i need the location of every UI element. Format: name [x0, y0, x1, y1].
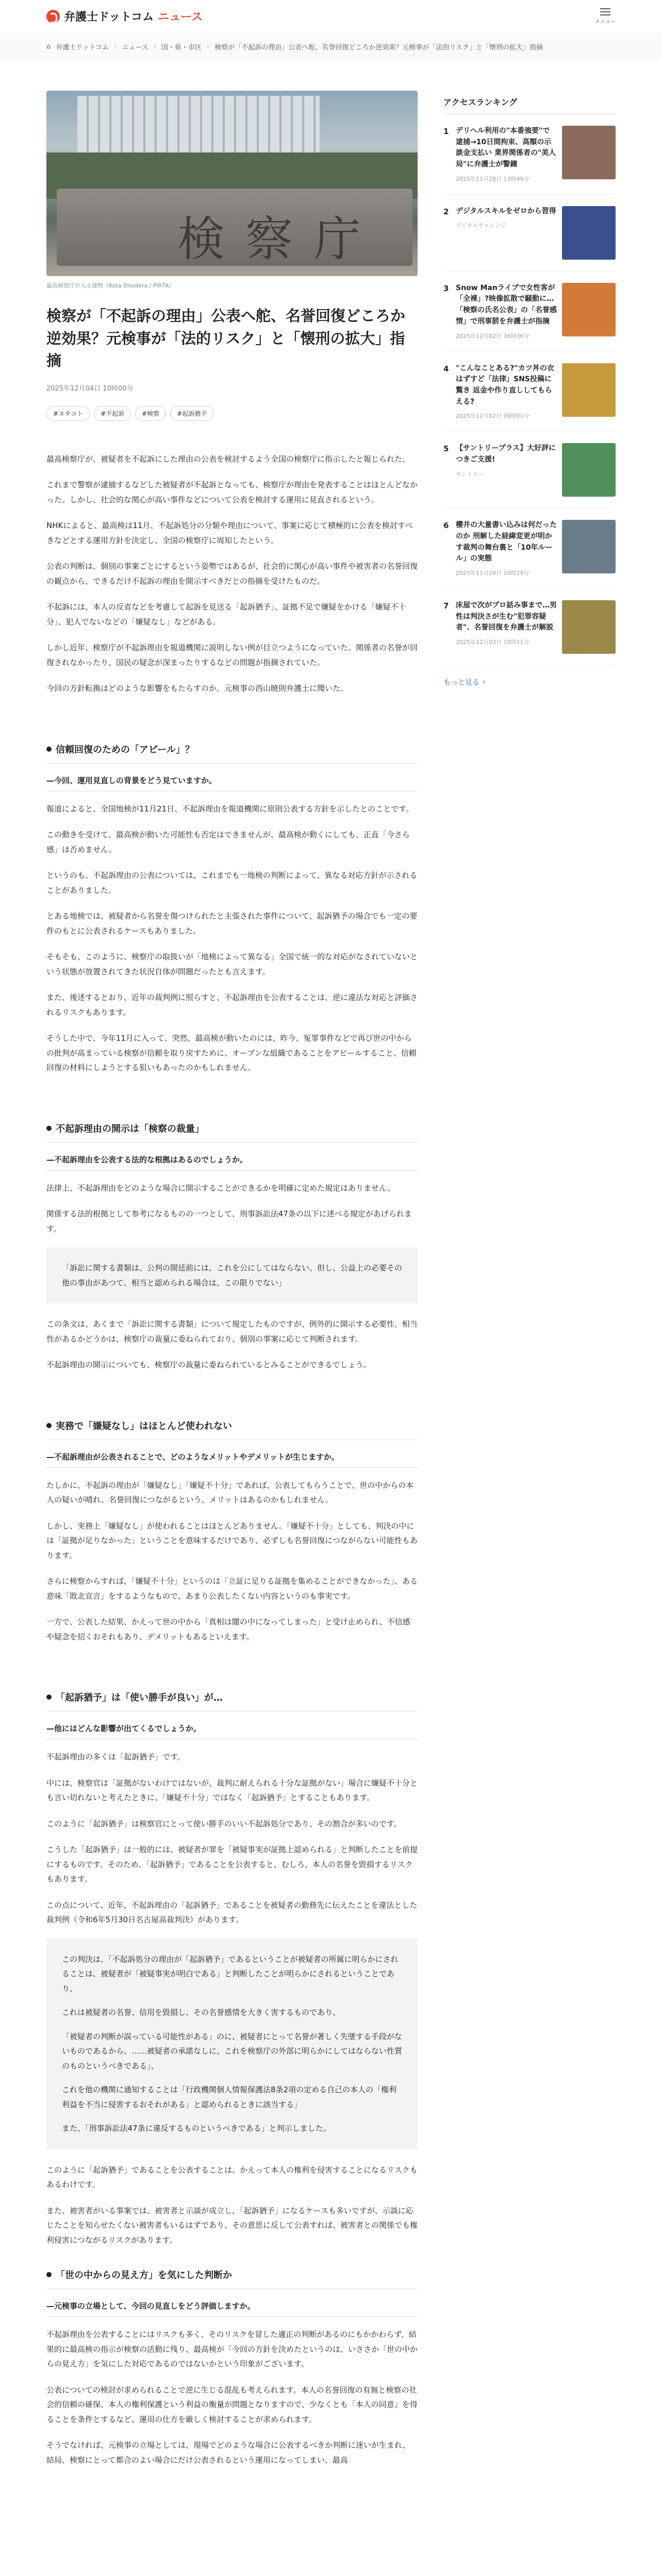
paragraph: このように「起訴猶予」は検察官にとって使い勝手のいい不起訴処分であり、その割合が多いのです。: [46, 1819, 402, 1828]
image-caption: 最高検察庁が入る建物（Kota Onodera / PIXTA）: [46, 282, 175, 289]
rank-number: 2: [443, 207, 449, 216]
ranking-item[interactable]: [443, 352, 616, 432]
ranking-item[interactable]: [443, 509, 616, 589]
paragraph: この点について、近年、不起訴理由の「起訴猶予」であることを被疑者の勤務先に伝えたことを違法とした裁判例（令和6年5月30日名古屋高裁判決）があります。: [46, 1900, 418, 1924]
rank-title: 【サントリープラス】大好評につきご支援!: [456, 444, 556, 464]
paragraph: たしかに、不起訴の理由が「嫌疑なし」「嫌疑不十分」であれば、公表してもらうことで、世の中からの本人の疑いが晴れ、名誉回復につながるという、メリットはあるのかもしれません。: [46, 1480, 414, 1504]
site-logo[interactable]: [46, 8, 203, 24]
rank-title: デリヘル利用の"本番強要"で逮捕→10日間拘束、高額の示談金支払い 業界関係者の"美人局"に弁護士が警鐘: [456, 127, 556, 169]
paragraph: 不起訴理由を公表することにはリスクも多く、そのリスクを冒した適正の判断があるのにもかかわらず、結果的に最高検の指示が検察の活動に残り、最高検が「今回の方針を決めたというのは、いささか「世の中からの見え方」を気にした対応であるのではないかという印象がございます。: [46, 2330, 418, 2368]
interview-question: —他にはどんな影響が出てくるでしょうか。: [46, 1723, 418, 1739]
breadcrumb: ⌂ 弁護士ドットコム › ニュース › 国・県・市区 › 検察が「不起訴の理由」公表へ舵、名誉回復どころか逆効果？元検事が「法的リスク」と「懐刑の拡大」指摘: [0, 33, 662, 60]
breadcrumb-current: 検察が「不起訴の理由」公表へ舵、名誉回復どころか逆効果？元検事が「法的リスク」と「懐刑の拡大」指摘: [214, 43, 543, 52]
sidebar-ranking: [443, 60, 616, 2479]
rank-thumbnail: [562, 600, 616, 654]
paragraph: 今回の方針転換はどのような影響をもたらすのか。元検事の西山暁則弁護士に聞いた。: [46, 684, 349, 693]
paragraph: これまで警察が逮捕するなどした被疑者が不起訴となっても、検察庁が理由を発表することはほとんどなかった。しかし、社会的な関心が高い事件などについて公表を検討する運用に見直されるという。: [46, 480, 418, 504]
paragraph: しかし、実務上「嫌疑なし」が使われることはほとんどありません。「嫌疑不十分」としても、判決の中には「証拠が足りなかった」ということを意味するだけであり、必ずしも名誉回復につながらない可能性もあります。: [46, 1521, 418, 1560]
paragraph: そうでなければ、元検事の立場としては、現場でどのような場合に公表するべきか判断に迷いが生まれ、結局、検察にとって都合のよい場合にだけ公表されるという運用になってしまい、最高: [46, 2441, 410, 2465]
logo-icon: [46, 10, 60, 23]
rank-text: [456, 600, 557, 654]
rank-meta: 2025年11月28日 13時49分: [456, 175, 529, 182]
more-link[interactable]: もっと見る ›: [443, 678, 486, 687]
paragraph: NHKによると、最高検は11月、不起訴処分の分類や理由について、事案に応じて積極的に公表を検討すべきなどとする運用方針を決定し、全国の検察庁に周知したという。: [46, 521, 413, 545]
rank-title: デジタルスキルをゼロから習得: [456, 207, 556, 215]
rank-text: [456, 520, 557, 577]
paragraph: この動きを受けて、最高検が動いた可能性も否定はできませんが、最高検が動くにしても、正直「今さら感」は否めません。: [46, 830, 410, 854]
paragraph: 不起訴理由の開示についても、検察庁の裁量に委ねられているとみることができるでしょう。: [46, 1360, 371, 1369]
paragraph: そうした中で、今年11月に入って、突然、最高検が動いたのには、昨今、冤罪事件などで再び世の中からの批判が高まっている検察が信頼を取り戻すために、オープンな組織であることをアピールすること、信頼回復の材料にしようとする狙いもあったのかもしれません。: [46, 1033, 417, 1072]
paragraph: というのも、不起訴理由の公表については、これまでも一地検の判断によって、異なる対応方針が示されることがありました。: [46, 871, 418, 895]
section-heading: 実務で「嫌疑なし」はほとんど使われない: [46, 1419, 418, 1440]
rank-number: 7: [443, 601, 449, 611]
publish-date: 2025年12月04日 10時00分: [46, 384, 134, 393]
paragraph: 一方で、公表した結果、かえって世の中から「真相は闇の中になってしまった」と受け止められ、不信感や疑念を招くおそれもあり、デメリットもあるといえます。: [46, 1617, 410, 1641]
tag[interactable]: #不起訴: [94, 406, 131, 421]
section-heading: 不起訴理由の開示は「検察の裁量」: [46, 1122, 418, 1143]
rank-text: [456, 443, 557, 497]
article: [46, 60, 418, 2479]
rank-title: 床屋で次がプロ話み事まで…男性は判決さが生む"犯罪容疑者"、名誉回復を弁護士が解説: [456, 601, 557, 632]
paragraph: 中には、検察官は「証拠がないわけではないが、裁判に耐えられる十分な証拠がない」場合に嫌疑不十分とも言い切れないと考えたときに、「嫌疑不十分」ではなく「起訴猶予」とすることもあります。: [46, 1778, 418, 1802]
rank-thumbnail: [562, 126, 616, 179]
rank-title: 櫻井の大量書い込みは何だったのか 刑解した経緯変更が明かす裁判の舞台裏と「10年ルール」の実態: [456, 521, 557, 563]
interview-question: —今回、運用見直しの背景をどう見ていますか。: [46, 775, 418, 791]
rank-text: [456, 206, 557, 260]
paragraph: 報道によると、全国地検が11月21日、不起訴理由を報道機関に原則公表する方針を示したとのことです。: [46, 804, 413, 814]
rank-title: "こんなことある?"カツ丼の衣はずすど「法律」SNS投稿に驚き 返金や作り直ししてもらえる?: [456, 364, 554, 406]
menu-button[interactable]: [595, 8, 616, 25]
paragraph: 最高検察庁が、被疑者を不起訴にした理由の公表を検討するよう全国の検察庁に指示したと報じられた。: [46, 454, 410, 464]
rank-text: [456, 363, 557, 420]
article-title: 検察が「不起訴の理由」公表へ舵、名誉回復どころか逆効果？元検事が「法的リスク」と「懐刑の拡大」指摘: [46, 307, 406, 369]
tag[interactable]: #ヌタコト: [46, 406, 90, 421]
rank-text: [456, 126, 557, 183]
quote-block: 「訴訟に関する書類は、公判の開廷前には、これを公にしてはならない。但し、公益上の必要その他の事由があつて、相当と認められる場合は、この限りでない」: [46, 1247, 418, 1303]
rank-thumbnail: [562, 283, 616, 336]
rank-number: 6: [443, 521, 449, 531]
ranking-item[interactable]: [443, 195, 616, 272]
rank-meta: 2025年12月02日 09時01分: [456, 413, 529, 420]
home-icon: ⌂: [46, 42, 51, 50]
brand-suffix: ニュース: [158, 11, 203, 24]
rank-meta: 2025年11月29日 10時29分: [456, 570, 529, 577]
paragraph: しかし近年、検察庁が不起訴理由を報道機関に説明しない例が目立つようになっていた。関係者の名誉が回復されなかったり、国民の疑念が深まったりするなどの問題が指摘されていた。: [46, 643, 418, 667]
quote-block: この判決は、「不起訴処分の理由が「起訴猶予」であるということが被疑者の所属に明らかにされることは、被疑者が「被疑事実が明白である」と判断したことが明らかにされるということであり、 これは被疑者の名誉、信用を毀損し、その名誉感情を大きく害するものであり、 「被疑者の判断が誤っている可能性がある」のに、被疑者にとって名誉が著しく失墜する手段がないものであるから、……被疑者の承諾なしに、これを検察庁の外部に明らかにしてはならない性質のものというべきである」、 これを他の機関に通知することは「行政機関個人情報保護法8条2項の定める自己の本人の「権利利益を不当に侵害するおそれがある」と認められるときに該当する」 また、「刑事訴訟法47条に違反するものというべきである」と判示しました。: [46, 1939, 418, 2149]
rank-meta: サントリー: [456, 470, 484, 478]
article-body: [46, 452, 418, 2468]
tag[interactable]: #起訴猶予: [170, 406, 213, 421]
hamburger-icon: [600, 8, 610, 15]
paragraph: こうした「起訴猶予」は一般的には、被疑者が罪を「被疑事実が証拠上認められる」と判断したことを前提にするものです。そのため、「起訴猶予」であることを公表すると、むしろ、本人の名誉を毀損するリスクもあります。: [46, 1845, 418, 1884]
rank-meta: デジタルチャレンジ: [456, 222, 506, 229]
paragraph: 法律上、不起訴理由をどのような場合に開示することができるかを明確に定めた規定はありません。: [46, 1183, 395, 1193]
paragraph: そもそも、このように、検察庁の取扱いが「地検によって異なる」全国で統一的な対応がなされていないという状態が放置されてきた状況自体が問題だったとも言えます。: [46, 952, 418, 976]
ranking-item[interactable]: [443, 272, 616, 352]
section-heading: 「世の中からの見え方」を気にした判断か: [46, 2268, 418, 2289]
interview-question: —元検事の立場として、今回の見直しをどう評価しますか。: [46, 2300, 418, 2317]
site-header: [0, 0, 662, 33]
paragraph: さらに検察からすれば、「嫌疑不十分」というのは「立証に足りる証拠を集めることができなかった」、ある意味「敗北宣言」をするようなもので、あまり公表したくない内容というのも事実です。: [46, 1577, 418, 1601]
paragraph: また、被害者がいる事案では、被害者と示談が成立し、「起訴猶予」になるケースも多いですが、示談に応じたことを知らせたくない被害者もいるはずであり、その意思に反して公表すれば、被害者との関係でも権利侵害につながるリスクがあります。: [46, 2206, 418, 2245]
menu-label: メニュー: [595, 19, 616, 25]
rank-title: Snow Manライブで女性客が「全裸」?映像拡散で騒動に…「検察の氏名公表」の「名誉感情」で刑事罰を弁護士が指摘: [456, 283, 557, 326]
ranking-item[interactable]: [443, 432, 616, 509]
rank-meta: 2025年12月02日 16時36分: [456, 332, 529, 340]
rank-thumbnail: [562, 363, 616, 417]
paragraph: この条文は、あくまで「訴訟に関する書類」について規定したものですが、例外的に開示する必要性、相当性があるかどうかは、検察庁の裁量に委ねられており、個別の事案に応じて判断されます。: [46, 1319, 418, 1344]
rank-text: [456, 283, 557, 340]
rank-thumbnail: [562, 206, 616, 260]
paragraph: 不起訴理由の多くは「起訴猶予」です。: [46, 1752, 185, 1761]
rank-number: 1: [443, 127, 449, 136]
rank-number: 4: [443, 364, 449, 374]
paragraph: 公表についての検討が求められることで逆に生じる混乱も考えられます。本人の名誉回復の有無と検察の社会的信頼の確保、本人の権利保護という利益の衡量が問題となりますので、少なくとも「本人の同意」を得ることを条件とするなど、運用の仕方を厳しく検討することが求められます。: [46, 2385, 418, 2424]
paragraph: 公表の判断は、個別の事案ごとにするという姿勢ではあるが、社会的に関心が高い事件や被害者の名誉回復の観点から、できるだけ不起訴の理由を開示すべきだとの指摘を受けたものだ。: [46, 562, 418, 586]
rank-number: 3: [443, 283, 449, 293]
breadcrumb-item[interactable]: 国・県・市区: [161, 43, 202, 52]
breadcrumb-item[interactable]: 弁護士ドットコム: [56, 43, 109, 52]
brand-prefix: 弁護士ドットコム: [64, 11, 154, 24]
paragraph: とある地検では、被疑者から名誉を傷つけられたと主張された事件について、起訴猶予の場合でも一定の要件のもとに公表されるケースもありました。: [46, 911, 418, 936]
ranking-item[interactable]: [443, 114, 616, 195]
chevron-right-icon: ›: [483, 678, 486, 686]
interview-question: —不起訴理由を公表する法的な根拠はあるのでしょうか。: [46, 1154, 418, 1171]
hero-image: [46, 91, 418, 276]
paragraph: 関係する法的根拠として参考になるものの一つとして、刑事訴訟法47条の以下に述べる規定があげられます。: [46, 1209, 412, 1233]
tag-list: [46, 406, 418, 421]
section-heading: 「起訴猶予」は「使い勝手が良い」が…: [46, 1690, 418, 1711]
interview-question: —不起訴理由が公表されることで、どのようなメリットやデメリットが生じますか。: [46, 1451, 418, 1468]
rank-thumbnail: [562, 520, 616, 573]
rank-thumbnail: [562, 443, 616, 497]
breadcrumb-item[interactable]: ニュース: [122, 43, 148, 52]
paragraph: また、後述するとおり、近年の裁判例に照らすと、不起訴理由を公表することは、逆に違法な対応と評価されるリスクもあります。: [46, 993, 418, 1017]
ranking-heading: アクセスランキング: [443, 96, 616, 114]
section-heading: 信頼回復のための「アピール」？: [46, 742, 418, 764]
ranking-item[interactable]: [443, 589, 616, 666]
rank-number: 5: [443, 444, 449, 454]
paragraph: 不起訴には、本人の反省などを考慮して起訴を見送る「起訴猶予」、証拠不足で嫌疑をかける「嫌疑不十分」、犯人でないなどの「嫌疑なし」などがある。: [46, 602, 406, 626]
tag[interactable]: #検察: [135, 406, 166, 421]
paragraph: このように「起訴猶予」であることを公表することは、かえって本人の権利を侵害することになるリスクもあるわけです。: [46, 2165, 418, 2189]
rank-meta: 2025年12月03日 10時11分: [456, 639, 529, 646]
hero-sign-text: 検察庁: [177, 212, 382, 267]
